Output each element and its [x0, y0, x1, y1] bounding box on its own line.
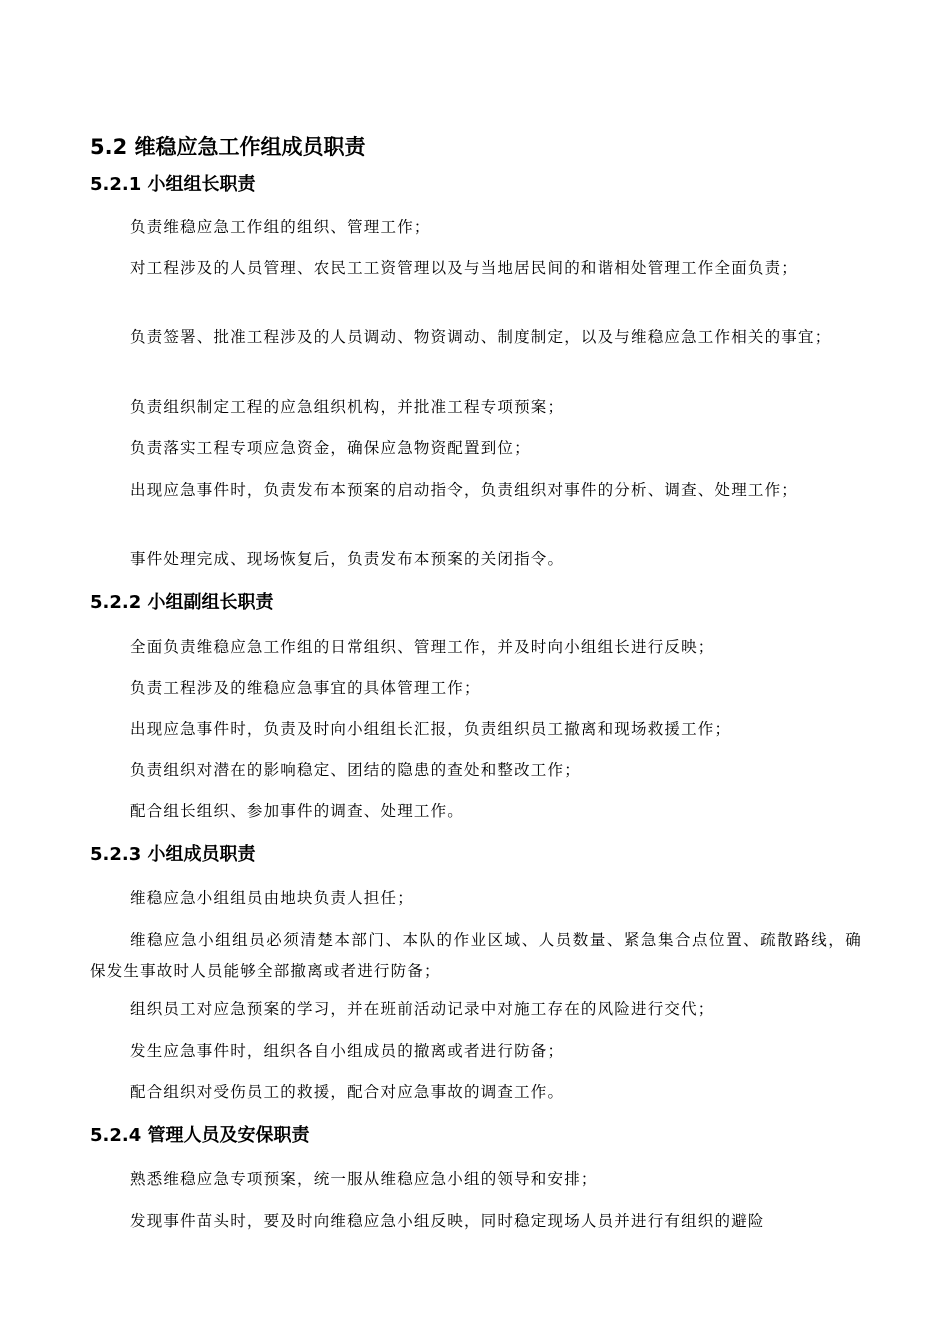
paragraph: 负责组织对潜在的影响稳定、团结的隐患的查处和整改工作； [130, 761, 581, 779]
paragraph: 出现应急事件时，负责发布本预案的启动指令，负责组织对事件的分析、调查、处理工作； [130, 481, 799, 499]
paragraph: 配合组长组织、参加事件的调查、处理工作。 [130, 802, 465, 820]
paragraph: 负责维稳应急工作组的组织、管理工作； [130, 218, 431, 236]
paragraph: 负责落实工程专项应急资金，确保应急物资配置到位； [130, 439, 531, 457]
paragraph: 维稳应急小组组员由地块负责人担任； [130, 889, 414, 907]
paragraph: 事件处理完成、现场恢复后，负责发布本预案的关闭指令。 [130, 550, 565, 568]
paragraph: 发现事件苗头时，要及时向维稳应急小组反映，同时稳定现场人员并进行有组织的避险 [130, 1212, 765, 1230]
paragraph: 对工程涉及的人员管理、农民工工资管理以及与当地居民间的和谐相处管理工作全面负责； [130, 259, 799, 277]
paragraph: 维稳应急小组组员必须清楚本部门、本队的作业区域、人员数量、紧急集合点位置、疏散路线，确保发生事故时人员能够全部撤离或者进行防备； [90, 931, 862, 980]
paragraph: 发生应急事件时，组织各自小组成员的撤离或者进行防备； [130, 1042, 565, 1060]
paragraph: 负责签署、批准工程涉及的人员调动、物资调动、制度制定，以及与维稳应急工作相关的事宜； [130, 328, 832, 346]
subsection-heading-5-2-2: 5.2.2 小组副组长职责 [90, 592, 274, 613]
paragraph: 全面负责维稳应急工作组的日常组织、管理工作，并及时向小组组长进行反映； [130, 638, 715, 656]
subsection-heading-5-2-1: 5.2.1 小组组长职责 [90, 174, 256, 195]
subsection-heading-5-2-4: 5.2.4 管理人员及安保职责 [90, 1125, 310, 1146]
section-heading: 5.2 维稳应急工作组成员职责 [90, 135, 366, 159]
paragraph: 出现应急事件时，负责及时向小组组长汇报，负责组织员工撤离和现场救援工作； [130, 720, 732, 738]
subsection-heading-5-2-3: 5.2.3 小组成员职责 [90, 844, 256, 865]
paragraph: 配合组织对受伤员工的救援，配合对应急事故的调查工作。 [130, 1083, 565, 1101]
paragraph: 负责组织制定工程的应急组织机构，并批准工程专项预案； [130, 398, 565, 416]
paragraph: 负责工程涉及的维稳应急事宜的具体管理工作； [130, 679, 481, 697]
paragraph: 熟悉维稳应急专项预案，统一服从维稳应急小组的领导和安排； [130, 1170, 598, 1188]
paragraph: 组织员工对应急预案的学习，并在班前活动记录中对施工存在的风险进行交代； [130, 1000, 715, 1018]
